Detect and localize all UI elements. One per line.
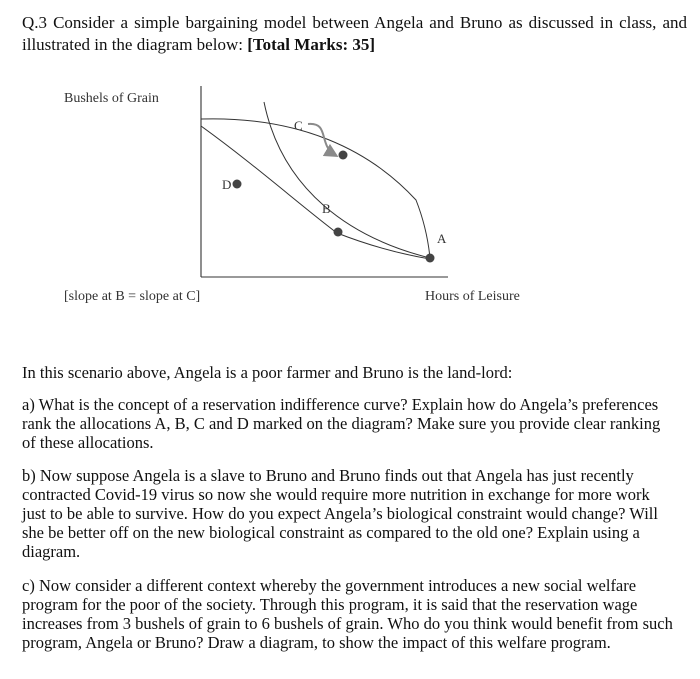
indifference-curve-upper [264, 102, 430, 258]
curve-arrow [308, 124, 335, 155]
question-part-a: a) What is the concept of a reservation indifference curve? Explain how do Angela’s preferences rank the allocations A, B, C and D marked on the diagram? Make sure you provide clear ranking of these allocations. [22, 395, 661, 452]
point-d [233, 180, 242, 189]
x-axis-label: Hours of Leisure [425, 289, 520, 304]
point-a [426, 254, 435, 263]
point-b-label: B [322, 201, 331, 216]
intro-text: In this scenario above, Angela is a poor farmer and Bruno is the land-lord: [22, 363, 513, 382]
biological-constraint-curve [201, 119, 430, 258]
y-axis-label: Bushels of Grain [64, 91, 159, 106]
point-b [334, 228, 343, 237]
point-a-label: A [437, 231, 447, 246]
total-marks: [Total Marks: 35] [247, 35, 376, 54]
question-part-c: c) Now consider a different context whereby the government introduces a new social welfare program for the poor of the society. Through this program, it is said that the reservation wage increases from 3 bushels of grain to 6 bushels of grain. Who do you think would benefit from such program, Angela or Bruno? Draw a diagram, to show the impact of this welfare program. [22, 576, 673, 652]
point-c [339, 151, 348, 160]
question-text: Q.3 Consider a simple bargaining model between Angela and Bruno as discussed in class, and illustrated in the diagram below: [22, 13, 687, 54]
reservation-indifference-curve [201, 126, 430, 259]
point-c-label: C [294, 118, 303, 133]
question-part-b: b) Now suppose Angela is a slave to Bruno and Bruno finds out that Angela has just recently contracted Covid-19 virus so now she would require more nutrition in exchange for more work just to be able to survive. How do you expect Angela’s biological constraint would change? Will she be better off on the new biological constraint as compared to the old one? Explain using a diagram. [22, 466, 658, 561]
slope-note: [slope at B = slope at C] [64, 289, 201, 304]
point-d-label: D [222, 177, 232, 192]
